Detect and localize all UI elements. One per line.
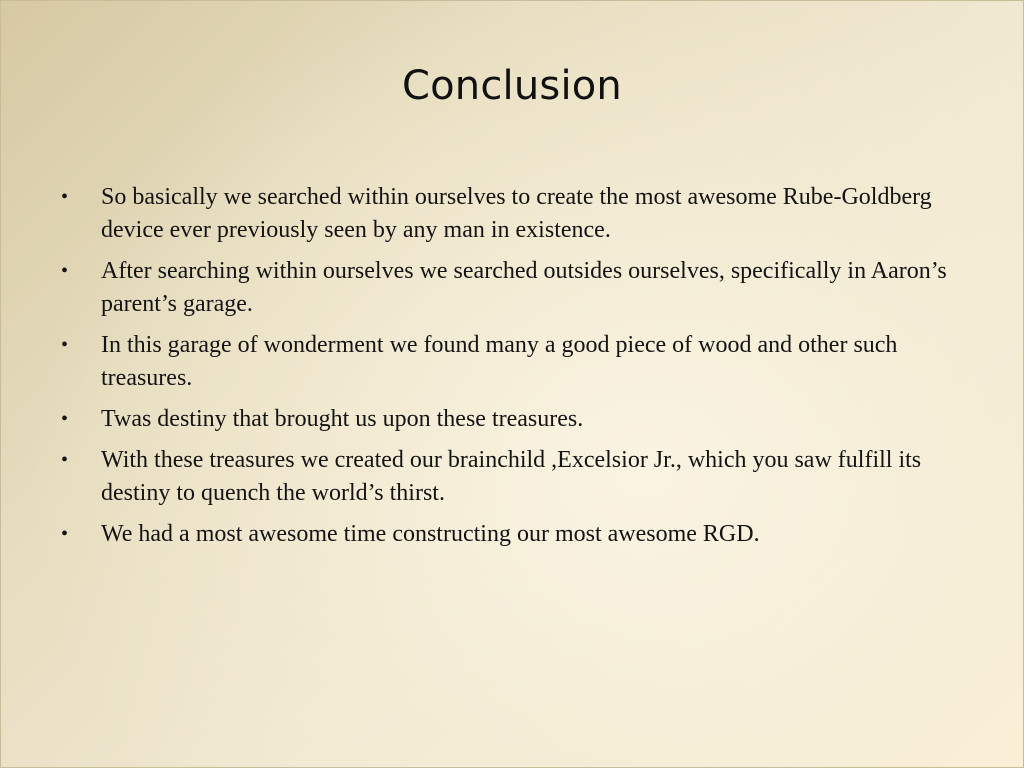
bullet-text: Twas destiny that brought us upon these treasures. — [101, 406, 584, 432]
bullet-item — [59, 329, 949, 395]
bullet-icon: • — [61, 260, 69, 282]
bullet-item — [59, 444, 949, 510]
bullet-text: We had a most awesome time constructing our most awesome RGD. — [101, 521, 760, 547]
bullet-item — [59, 403, 949, 436]
bullet-text: With these treasures we created our brainchild ,Excelsior Jr., which you saw fulfill its destiny to quench the world’s thirst. — [101, 447, 922, 506]
bullet-icon: • — [61, 408, 69, 430]
bullet-text: So basically we searched within ourselves to create the most awesome Rube-Goldberg device ever previously seen by any man in existence. — [101, 184, 932, 243]
slide-title: Conclusion — [402, 63, 622, 109]
bullet-item — [59, 518, 949, 551]
bullet-icon: • — [61, 186, 69, 208]
bullet-item — [59, 255, 949, 321]
bullet-icon: • — [61, 449, 69, 471]
bullet-text: In this garage of wonderment we found many a good piece of wood and other such treasures. — [101, 332, 898, 391]
bullet-list — [59, 181, 949, 559]
bullet-icon: • — [61, 334, 69, 356]
bullet-text: After searching within ourselves we searched outsides ourselves, specifically in Aaron’s parent’s garage. — [101, 258, 947, 317]
bullet-item — [59, 181, 949, 247]
bullet-icon: • — [61, 523, 69, 545]
